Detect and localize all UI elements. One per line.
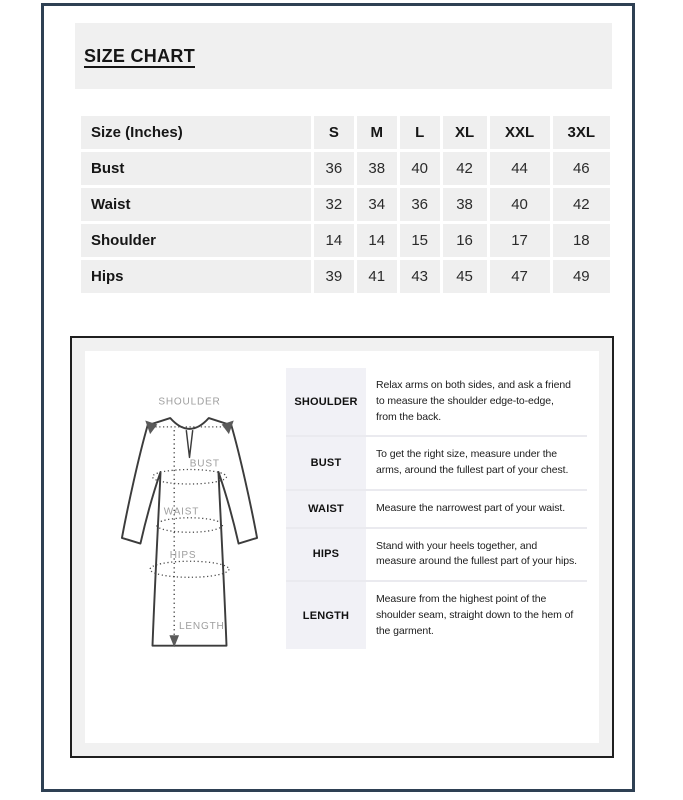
hips-3xl: 49 bbox=[553, 260, 610, 293]
guide-label-length: LENGTH bbox=[286, 582, 366, 649]
table-row-bust bbox=[81, 152, 610, 185]
size-table-header-row bbox=[81, 116, 610, 149]
column-header-size-inches: Size (Inches) bbox=[81, 116, 311, 149]
guide-label-hips: HIPS bbox=[286, 529, 366, 581]
illustration-label-shoulder: SHOULDER bbox=[158, 396, 221, 408]
bust-3xl: 46 bbox=[553, 152, 610, 185]
bust-m: 38 bbox=[357, 152, 397, 185]
hips-l: 43 bbox=[400, 260, 440, 293]
waist-xxl: 40 bbox=[490, 188, 550, 221]
hips-s: 39 bbox=[314, 260, 354, 293]
guide-label-shoulder: SHOULDER bbox=[286, 368, 366, 435]
hips-m: 41 bbox=[357, 260, 397, 293]
guide-description-shoulder: Relax arms on both sides, and ask a friend to measure the shoulder edge-to-edge, from the back. bbox=[366, 368, 587, 435]
column-header-l: L bbox=[400, 116, 440, 149]
title-band bbox=[75, 23, 612, 89]
bust-xl: 42 bbox=[443, 152, 487, 185]
table-row-shoulder bbox=[81, 224, 610, 257]
shoulder-l: 15 bbox=[400, 224, 440, 257]
guide-description-hips: Stand with your heels together, and measure around the fullest part of your hips. bbox=[366, 529, 587, 581]
waist-3xl: 42 bbox=[553, 188, 610, 221]
waist-s: 32 bbox=[314, 188, 354, 221]
row-label-shoulder: Shoulder bbox=[81, 224, 311, 257]
column-header-xl: XL bbox=[443, 116, 487, 149]
waist-m: 34 bbox=[357, 188, 397, 221]
hips-xxl: 47 bbox=[490, 260, 550, 293]
guide-row-waist bbox=[286, 489, 587, 527]
waist-l: 36 bbox=[400, 188, 440, 221]
page-title: SIZE CHART bbox=[84, 45, 195, 66]
waist-xl: 38 bbox=[443, 188, 487, 221]
column-header-m: M bbox=[357, 116, 397, 149]
kurta-diagram-svg bbox=[97, 372, 282, 670]
bust-xxl: 44 bbox=[490, 152, 550, 185]
measurement-guide-box bbox=[70, 336, 614, 758]
shoulder-3xl: 18 bbox=[553, 224, 610, 257]
guide-row-bust bbox=[286, 435, 587, 489]
guide-description-length: Measure from the highest point of the shoulder seam, straight down to the hem of the garment. bbox=[366, 582, 587, 649]
row-label-waist: Waist bbox=[81, 188, 311, 221]
illustration-label-hips: HIPS bbox=[169, 550, 197, 561]
measurement-instructions-table bbox=[286, 364, 587, 730]
row-label-bust: Bust bbox=[81, 152, 311, 185]
guide-label-waist: WAIST bbox=[286, 491, 366, 527]
guide-label-bust: BUST bbox=[286, 437, 366, 489]
guide-row-hips bbox=[286, 527, 587, 581]
illustration-label-length: LENGTH bbox=[179, 620, 225, 632]
column-header-s: S bbox=[314, 116, 354, 149]
guide-row-shoulder bbox=[286, 368, 587, 435]
guide-description-bust: To get the right size, measure under the arms, around the fullest part of your chest. bbox=[366, 437, 587, 489]
bust-l: 40 bbox=[400, 152, 440, 185]
column-header-3xl: 3XL bbox=[553, 116, 610, 149]
illustration-label-bust: BUST bbox=[189, 458, 220, 470]
shoulder-xl: 16 bbox=[443, 224, 487, 257]
shoulder-xxl: 17 bbox=[490, 224, 550, 257]
table-row-waist bbox=[81, 188, 610, 221]
size-table bbox=[78, 113, 613, 296]
column-header-xxl: XXL bbox=[490, 116, 550, 149]
guide-row-length bbox=[286, 580, 587, 649]
bust-s: 36 bbox=[314, 152, 354, 185]
measurement-guide-panel bbox=[85, 351, 599, 743]
illustration-label-waist: WAIST bbox=[163, 506, 200, 518]
size-chart-page bbox=[41, 3, 635, 792]
kurta-illustration bbox=[97, 364, 282, 730]
row-label-hips: Hips bbox=[81, 260, 311, 293]
guide-description-waist: Measure the narrowest part of your waist. bbox=[366, 491, 587, 527]
hips-xl: 45 bbox=[443, 260, 487, 293]
shoulder-m: 14 bbox=[357, 224, 397, 257]
shoulder-s: 14 bbox=[314, 224, 354, 257]
table-row-hips bbox=[81, 260, 610, 293]
size-table-section bbox=[78, 113, 613, 296]
